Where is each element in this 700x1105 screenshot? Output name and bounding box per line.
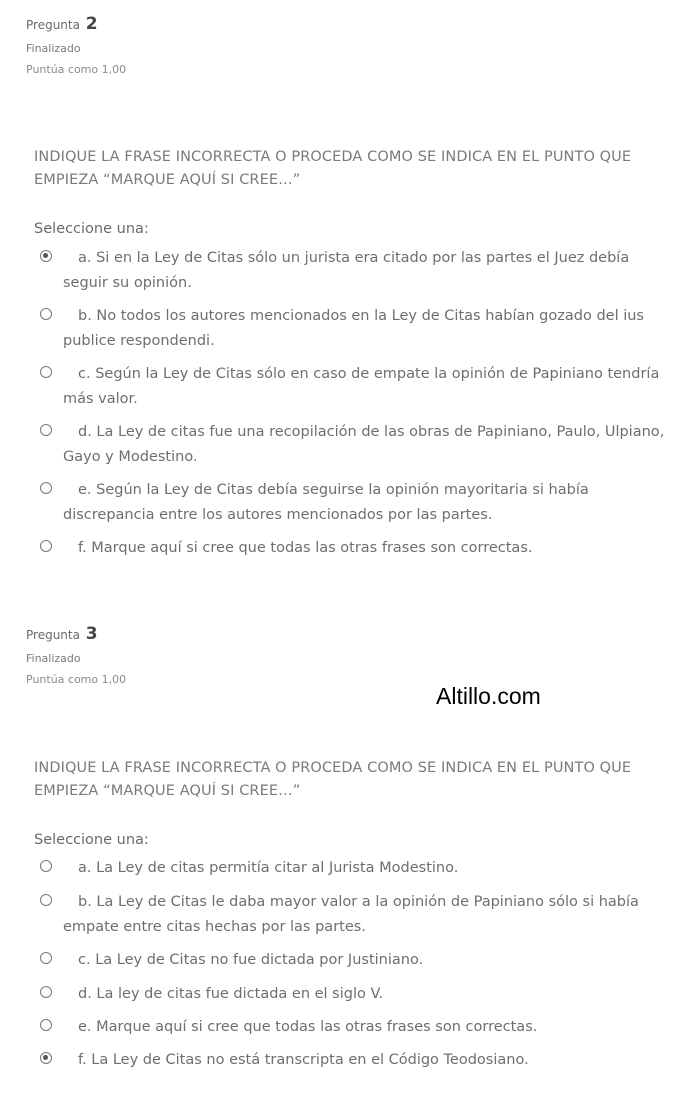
option-text: e. Según la Ley de Citas debía seguirse la opinión mayoritaria si había discrepancia entre los autores mencionados por las partes. [63,482,589,523]
answer-option-b[interactable] [40,304,670,354]
question-state: Finalizado [26,42,81,55]
question-info [26,624,126,686]
question-number: 2 [85,14,98,34]
question-text: INDIQUE LA FRASE INCORRECTA O PROCEDA COMO SE INDICA EN EL PUNTO QUE EMPIEZA “MARQUE AQUÍ SI CREE…” [34,149,632,188]
question-grade: Puntúa como 1,00 [26,673,127,686]
radio-button[interactable] [40,986,52,998]
option-text: c. La Ley de Citas no fue dictada por Justiniano. [78,952,424,968]
radio-button[interactable] [40,1019,52,1031]
question-title [26,14,126,34]
answer-option-e[interactable] [40,478,670,528]
radio-button[interactable] [40,308,52,320]
radio-button[interactable] [40,952,52,964]
question-state: Finalizado [26,652,81,665]
question-grade: Puntúa como 1,00 [26,63,127,76]
radio-button[interactable] [40,366,52,378]
answer-option-d[interactable] [40,420,670,470]
radio-button[interactable] [40,1052,52,1064]
radio-button[interactable] [40,894,52,906]
option-text: b. No todos los autores mencionados en la Ley de Citas habían gozado del ius publice respondendi. [63,308,644,349]
answer-option-b[interactable] [40,890,670,940]
question-number: 3 [85,624,98,644]
radio-button[interactable] [40,860,52,872]
answer-option-c[interactable] [40,362,670,412]
option-text: f. La Ley de Citas no está transcripta en el Código Teodosiano. [78,1052,529,1068]
option-text: b. La Ley de Citas le daba mayor valor a la opinión de Papiniano sólo si había empate entre citas hechas por las partes. [63,894,639,935]
select-prompt: Seleccione una: [34,221,149,237]
radio-button[interactable] [40,250,52,262]
answer-option-f[interactable] [40,536,670,561]
radio-button[interactable] [40,482,52,494]
select-prompt: Seleccione una: [34,832,149,848]
option-text: d. La ley de citas fue dictada en el siglo V. [78,986,384,1002]
answer-option-a[interactable] [40,856,670,881]
question-title [26,624,126,644]
option-text: e. Marque aquí si cree que todas las otras frases son correctas. [78,1019,538,1035]
radio-button[interactable] [40,540,52,552]
answer-option-e[interactable] [40,1015,670,1040]
option-text: c. Según la Ley de Citas sólo en caso de empate la opinión de Papiniano tendría más valor. [63,366,660,407]
option-text: a. Si en la Ley de Citas sólo un jurista era citado por las partes el Juez debía seguir su opinión. [63,250,630,291]
question-info [26,14,126,76]
option-text: d. La Ley de citas fue una recopilación de las obras de Papiniano, Paulo, Ulpiano, Gayo y Modestino. [63,424,665,465]
answer-option-c[interactable] [40,948,670,973]
option-text: a. La Ley de citas permitía citar al Jurista Modestino. [78,860,459,876]
answer-option-d[interactable] [40,982,670,1007]
question-label: Pregunta [26,18,80,32]
answer-option-f[interactable] [40,1048,670,1073]
answer-option-a[interactable] [40,246,670,296]
option-text: f. Marque aquí si cree que todas las otras frases son correctas. [78,540,533,556]
watermark: Altillo.com [436,683,541,709]
radio-button[interactable] [40,424,52,436]
question-label: Pregunta [26,628,80,642]
question-text: INDIQUE LA FRASE INCORRECTA O PROCEDA COMO SE INDICA EN EL PUNTO QUE EMPIEZA “MARQUE AQUÍ SI CREE…” [34,760,632,799]
